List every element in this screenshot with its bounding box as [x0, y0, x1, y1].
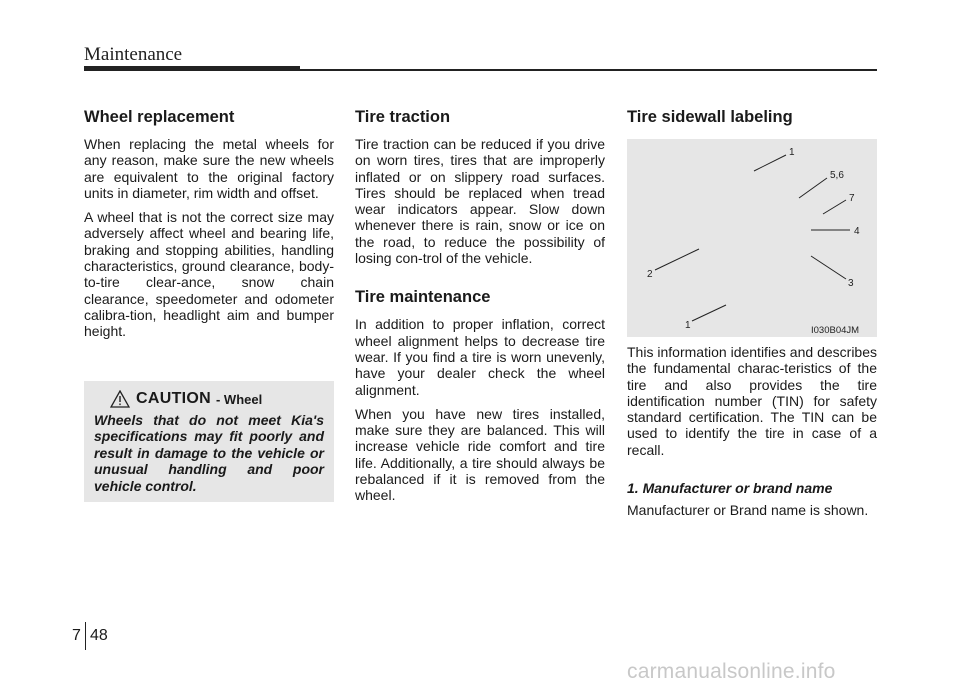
callout-line-3: [811, 256, 846, 279]
callout-line-5-6: [799, 178, 827, 198]
wheel-replacement-heading: Wheel replacement: [84, 108, 235, 126]
callout-label-3: 3: [848, 278, 854, 289]
callout-label-2: 2: [647, 269, 653, 280]
tire-maintenance-paragraph-1: In addition to proper inflation, correct wheel alignment helps to decrease tire wear. If you find a tire is worn unevenly, have your dealer check the wheel alignment.: [355, 316, 605, 398]
tire-maintenance-paragraph-2: When you have new tires installed, make sure they are balanced. This will increase vehicle ride comfort and tire life. Additionally, a tire should always be rebalanced if it is removed from the wheel.: [355, 405, 605, 504]
manufacturer-paragraph: Manufacturer or Brand name is shown.: [627, 502, 869, 519]
tire-traction-heading: Tire traction: [355, 108, 451, 126]
callout-label-7: 7: [849, 193, 855, 204]
callout-line-1-top: [754, 155, 786, 171]
tire-sidewall-diagram: [627, 139, 877, 337]
footer-separator: [85, 622, 86, 650]
footer-chapter-number: 7: [72, 627, 81, 644]
wheel-paragraph-1: When replacing the metal wheels for any reason, make sure the new wheels are equivalent to the original factory units in diameter, rim width and offset.: [84, 136, 334, 201]
caution-word: CAUTION: [136, 390, 211, 407]
footer-page-number: 48: [90, 627, 108, 644]
manufacturer-subheading: 1. Manufacturer or brand name: [627, 480, 833, 497]
watermark-text: carmanualsonline.info: [627, 660, 836, 683]
callout-line-7: [823, 200, 846, 214]
tire-traction-paragraph: Tire traction can be reduced if you drive on worn tires, tires that are improperly inflated or on slippery road surfaces. Tires should be replaced when tread wear indicators appear. Slow down whenever there is rain, snow or ice on the road, to reduce the possibility of losing con-trol of the vehicle.: [355, 136, 605, 267]
callout-line-1-bottom: [692, 305, 726, 321]
sidewall-labeling-heading: Tire sidewall labeling: [627, 108, 793, 126]
callout-label-1-top: 1: [789, 147, 795, 158]
caution-subject: - Wheel: [215, 391, 263, 407]
tire-maintenance-heading: Tire maintenance: [355, 288, 491, 307]
column-tire-traction: [355, 108, 605, 512]
sidewall-paragraph: This information identifies and describes the fundamental charac-teristics of the tire and also provides the tire identification number (TIN) for safety standard certification. The TIN can be used to identify the tire in case of a recall.: [627, 344, 877, 458]
header-rule-thin: [300, 69, 877, 71]
caution-header: [110, 390, 324, 408]
column-sidewall-labeling: [627, 108, 877, 136]
page-header-title: Maintenance: [84, 44, 183, 65]
callout-label-4: 4: [854, 226, 860, 237]
header-rule-thick: [84, 66, 300, 71]
sidewall-info-text: [627, 344, 877, 527]
warning-triangle-icon: [110, 390, 130, 408]
callout-label-1-bottom: 1: [685, 320, 691, 331]
diagram-code: I030B04JM: [811, 325, 860, 336]
caution-box: [84, 381, 334, 502]
caution-text: Wheels that do not meet Kia's specifications may fit poorly and result in damage to the vehicle or unusual handling and poor vehicle control.: [94, 412, 324, 494]
column-wheel-replacement: [84, 108, 334, 348]
callout-label-5-6: 5,6: [830, 170, 844, 181]
wheel-paragraph-2: A wheel that is not the correct size may adversely affect wheel and bearing life, braking and stopping abilities, handling characteristics, ground clearance, body-to-tire clear-ance, snow chain clearance, speedometer and odometer calibra-tion, headlight aim and bumper height.: [84, 209, 334, 340]
callout-line-2: [655, 249, 699, 270]
